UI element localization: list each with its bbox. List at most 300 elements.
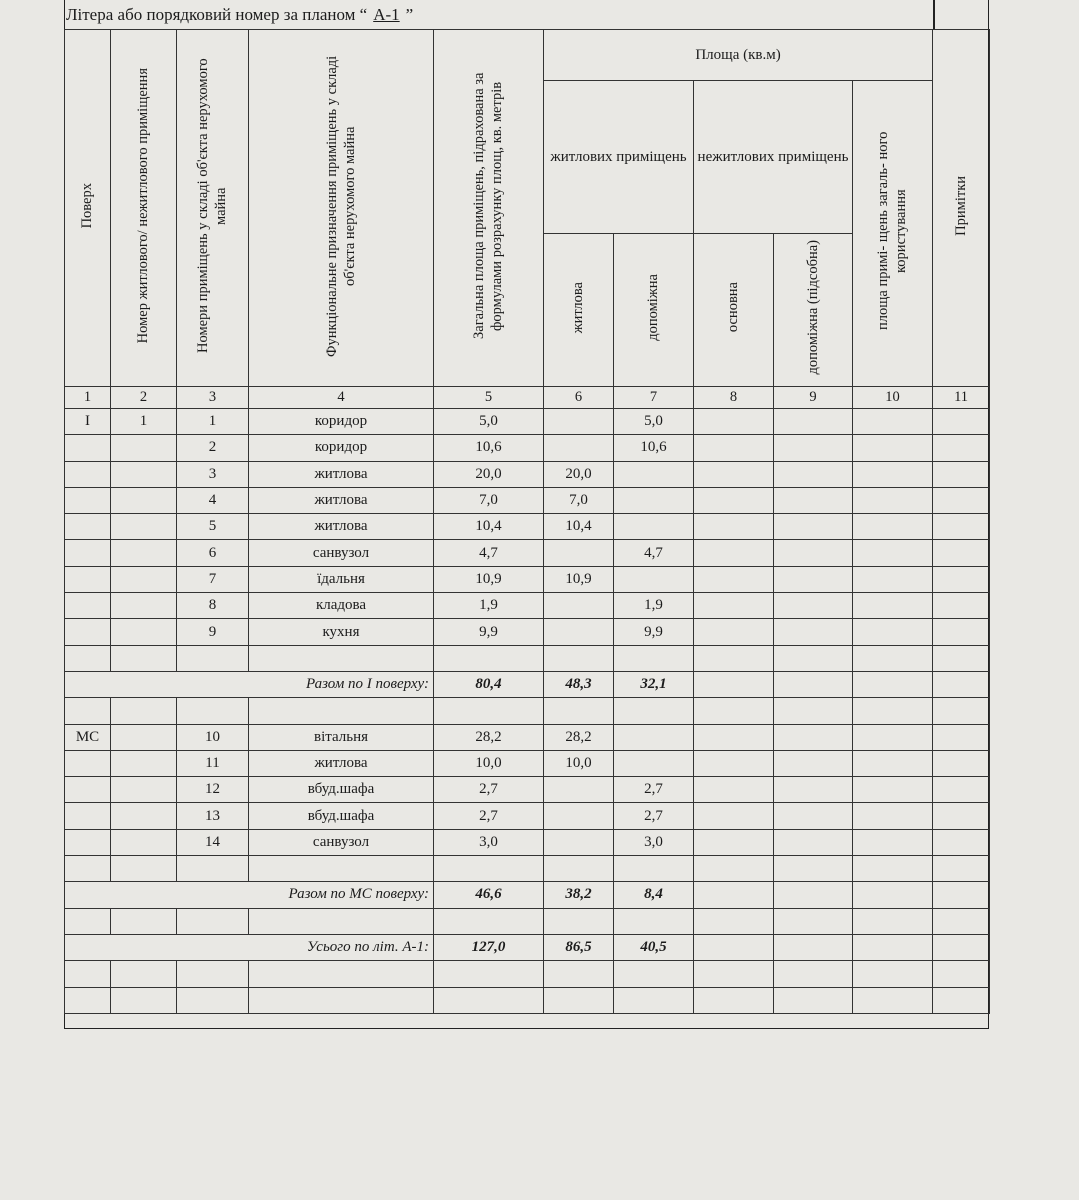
empty-cell xyxy=(614,698,694,724)
empty-cell xyxy=(694,777,774,803)
table-cell xyxy=(111,487,177,513)
table-cell: 10,4 xyxy=(544,514,614,540)
empty-cell xyxy=(65,987,111,1013)
table-cell: 12 xyxy=(177,777,249,803)
table-cell: 5 xyxy=(177,514,249,540)
table-cell: 5,0 xyxy=(614,409,694,435)
table-row xyxy=(65,803,990,829)
header-aux-nonres xyxy=(774,234,853,387)
empty-cell xyxy=(774,750,853,776)
table-cell: 13 xyxy=(177,803,249,829)
empty-cell xyxy=(544,987,614,1013)
empty-cell xyxy=(694,908,774,934)
table-cell: 7,0 xyxy=(544,487,614,513)
empty-cell xyxy=(614,856,694,882)
table-cell xyxy=(544,409,614,435)
table-cell: 8 xyxy=(177,593,249,619)
header-living xyxy=(544,234,614,387)
empty-cell xyxy=(774,566,853,592)
empty-cell xyxy=(177,698,249,724)
empty-cell xyxy=(177,987,249,1013)
col-number: 10 xyxy=(853,387,933,409)
empty-cell xyxy=(774,829,853,855)
empty-cell xyxy=(933,829,990,855)
header-label: Номер житлового/ нежитлового приміщення xyxy=(135,67,152,344)
empty-cell xyxy=(774,409,853,435)
empty-cell xyxy=(933,671,990,697)
subtotal-total: 46,6 xyxy=(434,882,544,908)
table-cell: санвузол xyxy=(249,829,434,855)
empty-cell xyxy=(853,829,933,855)
empty-cell xyxy=(614,961,694,987)
empty-cell xyxy=(694,671,774,697)
empty-cell xyxy=(65,645,111,671)
col-number: 4 xyxy=(249,387,434,409)
table-cell: 1 xyxy=(111,409,177,435)
table-cell: 7 xyxy=(177,566,249,592)
header-unit-number xyxy=(111,30,177,387)
table-cell: I xyxy=(65,409,111,435)
table-cell: житлова xyxy=(249,461,434,487)
empty-cell xyxy=(933,908,990,934)
empty-cell xyxy=(434,698,544,724)
empty-cell xyxy=(614,908,694,934)
empty-cell xyxy=(853,750,933,776)
table-cell xyxy=(111,514,177,540)
empty-cell xyxy=(434,961,544,987)
empty-cell xyxy=(774,882,853,908)
header-purpose xyxy=(249,30,434,387)
table-cell xyxy=(614,461,694,487)
table-cell: вбуд.шафа xyxy=(249,777,434,803)
table-cell xyxy=(614,566,694,592)
empty-cell xyxy=(111,645,177,671)
empty-cell xyxy=(933,593,990,619)
table-cell: 4,7 xyxy=(434,540,544,566)
table-cell xyxy=(111,593,177,619)
empty-cell xyxy=(111,698,177,724)
table-cell: житлова xyxy=(249,750,434,776)
table-cell xyxy=(65,750,111,776)
empty-cell xyxy=(694,487,774,513)
empty-cell xyxy=(544,645,614,671)
title-suffix: ” xyxy=(405,5,414,24)
empty-cell xyxy=(933,777,990,803)
empty-cell xyxy=(774,435,853,461)
empty-cell xyxy=(933,461,990,487)
empty-cell xyxy=(774,987,853,1013)
table-cell: 7,0 xyxy=(434,487,544,513)
empty-cell xyxy=(853,487,933,513)
table-row-empty xyxy=(65,961,990,987)
table-cell: 3 xyxy=(177,461,249,487)
table-cell: 9,9 xyxy=(614,619,694,645)
empty-cell xyxy=(694,461,774,487)
col-number: 8 xyxy=(694,387,774,409)
empty-cell xyxy=(853,934,933,960)
empty-cell xyxy=(111,961,177,987)
table-cell: 9 xyxy=(177,619,249,645)
table-row xyxy=(65,619,990,645)
table-cell: 4,7 xyxy=(614,540,694,566)
header-common-use xyxy=(853,81,933,387)
col-number: 2 xyxy=(111,387,177,409)
empty-cell xyxy=(853,777,933,803)
table-cell xyxy=(111,803,177,829)
empty-cell xyxy=(774,856,853,882)
empty-cell xyxy=(694,619,774,645)
table-cell: 10,6 xyxy=(434,435,544,461)
header-aux-res xyxy=(614,234,694,387)
empty-cell xyxy=(774,645,853,671)
empty-cell xyxy=(853,409,933,435)
subtotal-total: 80,4 xyxy=(434,671,544,697)
table-cell xyxy=(614,724,694,750)
empty-cell xyxy=(774,777,853,803)
empty-cell xyxy=(694,856,774,882)
table-row-empty xyxy=(65,856,990,882)
table-cell: 2,7 xyxy=(434,777,544,803)
table-cell: житлова xyxy=(249,487,434,513)
empty-cell xyxy=(65,856,111,882)
table-cell: 10,4 xyxy=(434,514,544,540)
empty-cell xyxy=(853,566,933,592)
empty-cell xyxy=(933,566,990,592)
subtotal-ms-row xyxy=(65,882,990,908)
table-cell xyxy=(544,777,614,803)
empty-cell xyxy=(853,645,933,671)
table-cell: 28,2 xyxy=(544,724,614,750)
subtotal-floor-1-row xyxy=(65,671,990,697)
table-cell: 1,9 xyxy=(614,593,694,619)
grand-total-aux: 40,5 xyxy=(614,934,694,960)
empty-cell xyxy=(853,593,933,619)
table-row-empty xyxy=(65,908,990,934)
table-cell xyxy=(65,435,111,461)
table-cell: 14 xyxy=(177,829,249,855)
table-cell: вбуд.шафа xyxy=(249,803,434,829)
table-cell: коридор xyxy=(249,409,434,435)
empty-cell xyxy=(853,619,933,645)
empty-cell xyxy=(933,409,990,435)
empty-cell xyxy=(933,882,990,908)
empty-cell xyxy=(853,961,933,987)
table-cell xyxy=(65,514,111,540)
empty-cell xyxy=(177,908,249,934)
col-number: 11 xyxy=(933,387,990,409)
empty-cell xyxy=(434,856,544,882)
col-number: 3 xyxy=(177,387,249,409)
table-cell xyxy=(65,566,111,592)
empty-cell xyxy=(853,514,933,540)
empty-cell xyxy=(933,934,990,960)
empty-cell xyxy=(614,645,694,671)
table-cell: 1,9 xyxy=(434,593,544,619)
header-room-numbers xyxy=(177,30,249,387)
title-prefix: Літера або порядковий номер за планом “ xyxy=(66,5,368,24)
empty-cell xyxy=(694,934,774,960)
empty-cell xyxy=(933,856,990,882)
empty-cell xyxy=(774,514,853,540)
table-cell xyxy=(111,619,177,645)
table-cell: 2,7 xyxy=(614,777,694,803)
empty-cell xyxy=(694,514,774,540)
table-cell: 9,9 xyxy=(434,619,544,645)
table-cell xyxy=(111,750,177,776)
grand-total-total: 127,0 xyxy=(434,934,544,960)
empty-cell xyxy=(694,961,774,987)
table-cell: кухня xyxy=(249,619,434,645)
table-cell: 10,6 xyxy=(614,435,694,461)
table-row xyxy=(65,540,990,566)
table-cell xyxy=(614,750,694,776)
empty-cell xyxy=(853,882,933,908)
table-cell xyxy=(544,829,614,855)
table-cell: 10,9 xyxy=(434,566,544,592)
empty-cell xyxy=(933,645,990,671)
empty-cell xyxy=(249,856,434,882)
empty-cell xyxy=(853,856,933,882)
table-cell: 10,9 xyxy=(544,566,614,592)
table-cell xyxy=(65,803,111,829)
table-cell: 1 xyxy=(177,409,249,435)
empty-cell xyxy=(694,882,774,908)
table-row xyxy=(65,593,990,619)
empty-cell xyxy=(774,724,853,750)
empty-cell xyxy=(694,803,774,829)
header-label: Примітки xyxy=(953,175,969,236)
empty-cell xyxy=(933,961,990,987)
empty-cell xyxy=(933,987,990,1013)
subtotal-aux: 32,1 xyxy=(614,671,694,697)
empty-cell xyxy=(694,750,774,776)
table-cell: 10,0 xyxy=(544,750,614,776)
empty-cell xyxy=(774,803,853,829)
empty-cell xyxy=(933,803,990,829)
empty-cell xyxy=(774,593,853,619)
column-numbers-row xyxy=(65,387,990,409)
empty-cell xyxy=(65,698,111,724)
empty-cell xyxy=(774,540,853,566)
empty-cell xyxy=(614,987,694,1013)
empty-cell xyxy=(177,856,249,882)
subtotal-floor-1-label: Разом по I поверху: xyxy=(65,671,434,697)
table-row xyxy=(65,409,990,435)
table-cell xyxy=(544,619,614,645)
subtotal-aux: 8,4 xyxy=(614,882,694,908)
empty-cell xyxy=(65,908,111,934)
subtotal-ms-label: Разом по МС поверху: xyxy=(65,882,434,908)
empty-cell xyxy=(434,645,544,671)
empty-cell xyxy=(249,987,434,1013)
empty-cell xyxy=(694,829,774,855)
table-row xyxy=(65,514,990,540)
table-cell xyxy=(544,803,614,829)
table-cell: санвузол xyxy=(249,540,434,566)
table-cell xyxy=(65,777,111,803)
empty-cell xyxy=(694,435,774,461)
col-number: 6 xyxy=(544,387,614,409)
empty-cell xyxy=(434,987,544,1013)
empty-cell xyxy=(933,724,990,750)
empty-cell xyxy=(853,908,933,934)
empty-cell xyxy=(853,724,933,750)
header-area-group: Площа (кв.м) xyxy=(544,30,933,81)
empty-cell xyxy=(694,698,774,724)
table-cell xyxy=(65,619,111,645)
table-cell: кладова xyxy=(249,593,434,619)
subtotal-living: 48,3 xyxy=(544,671,614,697)
empty-cell xyxy=(111,987,177,1013)
table-row xyxy=(65,461,990,487)
table-row-empty xyxy=(65,645,990,671)
empty-cell xyxy=(544,856,614,882)
col-number: 9 xyxy=(774,387,853,409)
table-cell xyxy=(65,593,111,619)
empty-cell xyxy=(774,698,853,724)
area-table xyxy=(64,29,990,1014)
empty-cell xyxy=(249,908,434,934)
table-cell: 5,0 xyxy=(434,409,544,435)
table-cell xyxy=(111,461,177,487)
table-cell xyxy=(614,487,694,513)
table-cell xyxy=(544,593,614,619)
table-cell xyxy=(65,461,111,487)
table-row xyxy=(65,435,990,461)
table-row xyxy=(65,724,990,750)
table-cell xyxy=(65,829,111,855)
col-number: 7 xyxy=(614,387,694,409)
empty-cell xyxy=(853,987,933,1013)
empty-cell xyxy=(249,645,434,671)
empty-cell xyxy=(933,514,990,540)
table-cell xyxy=(111,829,177,855)
empty-cell xyxy=(177,961,249,987)
col-number: 1 xyxy=(65,387,111,409)
empty-cell xyxy=(933,487,990,513)
empty-cell xyxy=(774,487,853,513)
header-label: житлова xyxy=(570,281,587,334)
empty-cell xyxy=(249,961,434,987)
header-label: основна xyxy=(725,282,742,333)
table-row xyxy=(65,750,990,776)
grand-total-row xyxy=(65,934,990,960)
header-floor xyxy=(65,30,111,387)
table-row-empty xyxy=(65,698,990,724)
table-cell: 3,0 xyxy=(434,829,544,855)
col-number: 5 xyxy=(434,387,544,409)
table-cell: 2,7 xyxy=(434,803,544,829)
empty-cell xyxy=(933,619,990,645)
empty-cell xyxy=(544,698,614,724)
empty-cell xyxy=(853,803,933,829)
empty-cell xyxy=(177,645,249,671)
empty-cell xyxy=(933,435,990,461)
empty-cell xyxy=(544,908,614,934)
table-cell: 3,0 xyxy=(614,829,694,855)
empty-cell xyxy=(853,540,933,566)
empty-cell xyxy=(434,908,544,934)
empty-cell xyxy=(774,961,853,987)
table-cell xyxy=(65,540,111,566)
header-nonresidential: нежитлових приміщень xyxy=(694,81,853,234)
empty-cell xyxy=(111,856,177,882)
table-cell: 20,0 xyxy=(544,461,614,487)
table-cell: 20,0 xyxy=(434,461,544,487)
empty-cell xyxy=(853,435,933,461)
title-value: А-1 xyxy=(373,5,400,24)
header-notes xyxy=(933,30,990,387)
empty-cell xyxy=(853,698,933,724)
table-cell xyxy=(111,540,177,566)
empty-cell xyxy=(694,540,774,566)
table-cell: 2 xyxy=(177,435,249,461)
empty-cell xyxy=(694,987,774,1013)
table-cell: вітальня xyxy=(249,724,434,750)
grand-total-living: 86,5 xyxy=(544,934,614,960)
empty-cell xyxy=(111,908,177,934)
table-cell xyxy=(111,566,177,592)
empty-cell xyxy=(694,593,774,619)
empty-cell xyxy=(853,671,933,697)
table-cell: коридор xyxy=(249,435,434,461)
table-cell xyxy=(544,435,614,461)
header-label: Функціональне призначення приміщень у складі об'єкта нерухомого майна xyxy=(323,54,358,357)
header-label: допоміжна (підсобна) xyxy=(804,240,821,375)
table-cell xyxy=(111,724,177,750)
empty-cell xyxy=(774,671,853,697)
grand-total-label: Усього по літ. А-1: xyxy=(65,934,434,960)
table-row xyxy=(65,829,990,855)
empty-cell xyxy=(774,461,853,487)
empty-cell xyxy=(774,619,853,645)
table-row xyxy=(65,566,990,592)
table-row-empty xyxy=(65,987,990,1013)
empty-cell xyxy=(933,540,990,566)
table-row xyxy=(65,487,990,513)
table-cell: 11 xyxy=(177,750,249,776)
table-cell: 2,7 xyxy=(614,803,694,829)
empty-cell xyxy=(933,698,990,724)
header-residential: житлових приміщень xyxy=(544,81,694,234)
table-cell xyxy=(111,777,177,803)
table-cell: 4 xyxy=(177,487,249,513)
empty-cell xyxy=(694,724,774,750)
table-cell xyxy=(65,487,111,513)
table-cell xyxy=(111,435,177,461)
header-main-nonres xyxy=(694,234,774,387)
empty-cell xyxy=(65,961,111,987)
header-label: Загальна площа приміщень, підрахована за формулами розрахунку площ, кв. метрів xyxy=(471,72,506,339)
empty-cell xyxy=(694,409,774,435)
header-label: Номери приміщень у складі об'єкта нерухомого майна xyxy=(195,58,230,353)
empty-cell xyxy=(774,908,853,934)
header-label: допоміжна xyxy=(645,274,662,341)
table-cell xyxy=(614,514,694,540)
table-cell: 6 xyxy=(177,540,249,566)
empty-cell xyxy=(853,461,933,487)
empty-cell xyxy=(544,961,614,987)
table-cell: МС xyxy=(65,724,111,750)
empty-cell xyxy=(249,698,434,724)
empty-cell xyxy=(694,566,774,592)
empty-cell xyxy=(694,645,774,671)
header-total-area xyxy=(434,30,544,387)
table-row xyxy=(65,777,990,803)
table-cell: 10 xyxy=(177,724,249,750)
empty-cell xyxy=(774,934,853,960)
empty-cell xyxy=(933,750,990,776)
